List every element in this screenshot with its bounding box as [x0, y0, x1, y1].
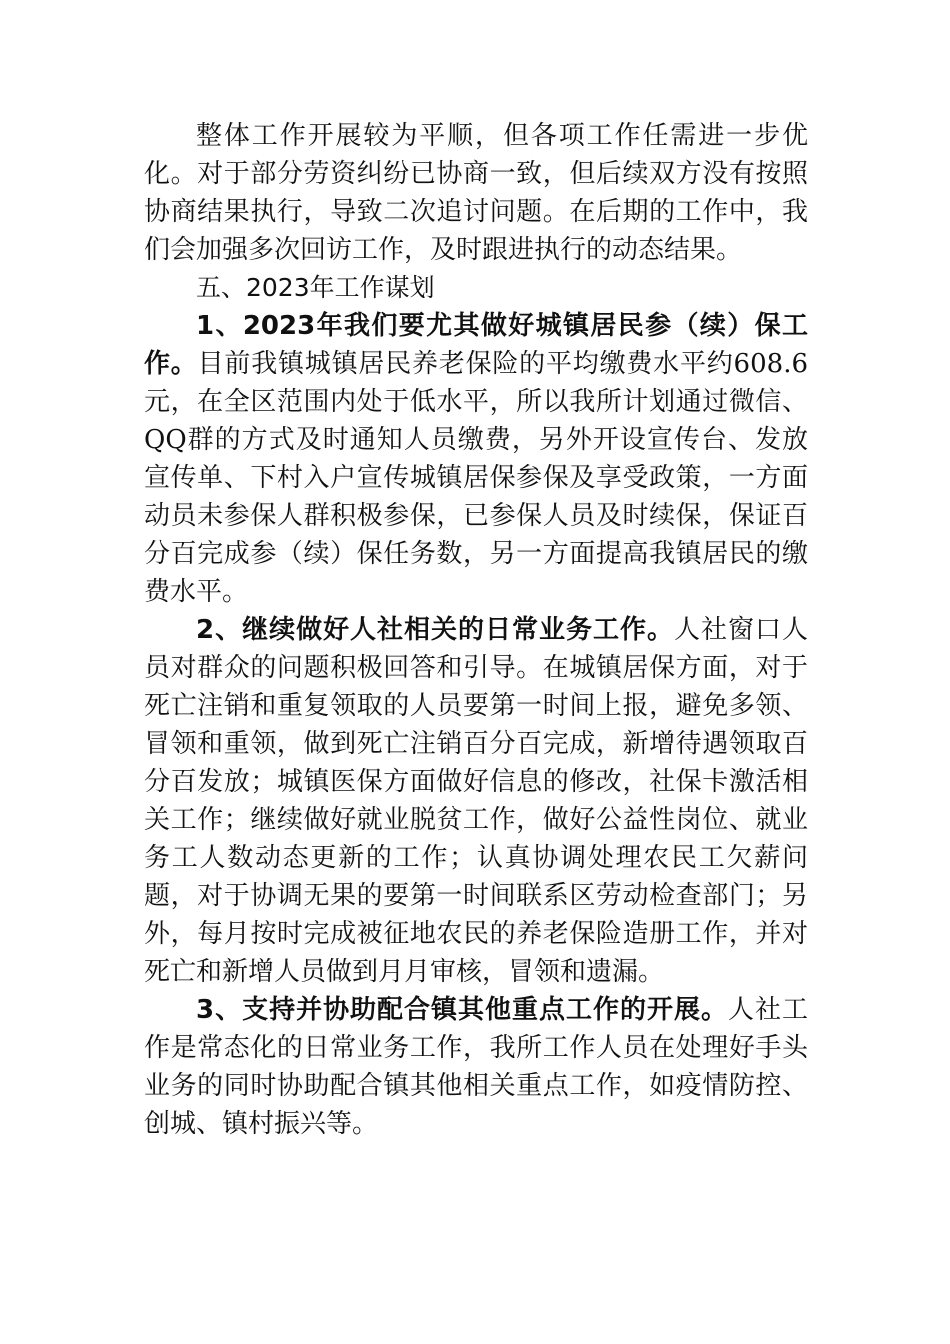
- item-1-lead: 1、2023年我们要尤其做好城镇居民参（续）保工作。: [144, 311, 808, 379]
- paragraph-item-3: [144, 991, 808, 1143]
- item-1-body: 目前我镇城镇居民养老保险的平均缴费水平约608.6元，在全区范围内处于低水平，所以我所计划通过微信、QQ群的方式及时通知人员缴费，另外开设宣传台、发放宣传单、下村入户宣传城镇居保参保及享受政策，一方面动员未参保人群积极参保，已参保人员及时续保，保证百分百完成参（续）保任务数，另一方面提高我镇居民的缴费水平。: [144, 349, 808, 607]
- document-page: [144, 117, 808, 1143]
- item-3-lead: 3、支持并协助配合镇其他重点工作的开展。: [196, 995, 728, 1025]
- paragraph-summary: 整体工作开展较为平顺，但各项工作任需进一步优化。对于部分劳资纠纷已协商一致，但后续双方没有按照协商结果执行，导致二次追讨问题。在后期的工作中，我们会加强多次回访工作，及时跟进执行的动态结果。: [144, 121, 808, 265]
- item-2-lead: 2、继续做好人社相关的日常业务工作。: [196, 615, 675, 645]
- section-heading: 五、2023年工作谋划: [196, 273, 435, 302]
- item-2-body: 人社窗口人员对群众的问题积极回答和引导。在城镇居保方面，对于死亡注销和重复领取的人员要第一时间上报，避免多领、冒领和重领，做到死亡注销百分百完成，新增待遇领取百分百发放；城镇医保方面做好信息的修改，社保卡激活相关工作；继续做好就业脱贫工作，做好公益性岗位、就业务工人数动态更新的工作；认真协调处理农民工欠薪问题，对于协调无果的要第一时间联系区劳动检查部门；另外，每月按时完成被征地农民的养老保险造册工作，并对死亡和新增人员做到月月审核，冒领和遗漏。: [144, 615, 808, 987]
- paragraph-item-1: [144, 307, 808, 611]
- paragraph-item-2: [144, 611, 808, 991]
- item-3-body: 人社工作是常态化的日常业务工作，我所工作人员在处理好手头业务的同时协助配合镇其他相关重点工作，如疫情防控、创城、镇村振兴等。: [144, 995, 808, 1139]
